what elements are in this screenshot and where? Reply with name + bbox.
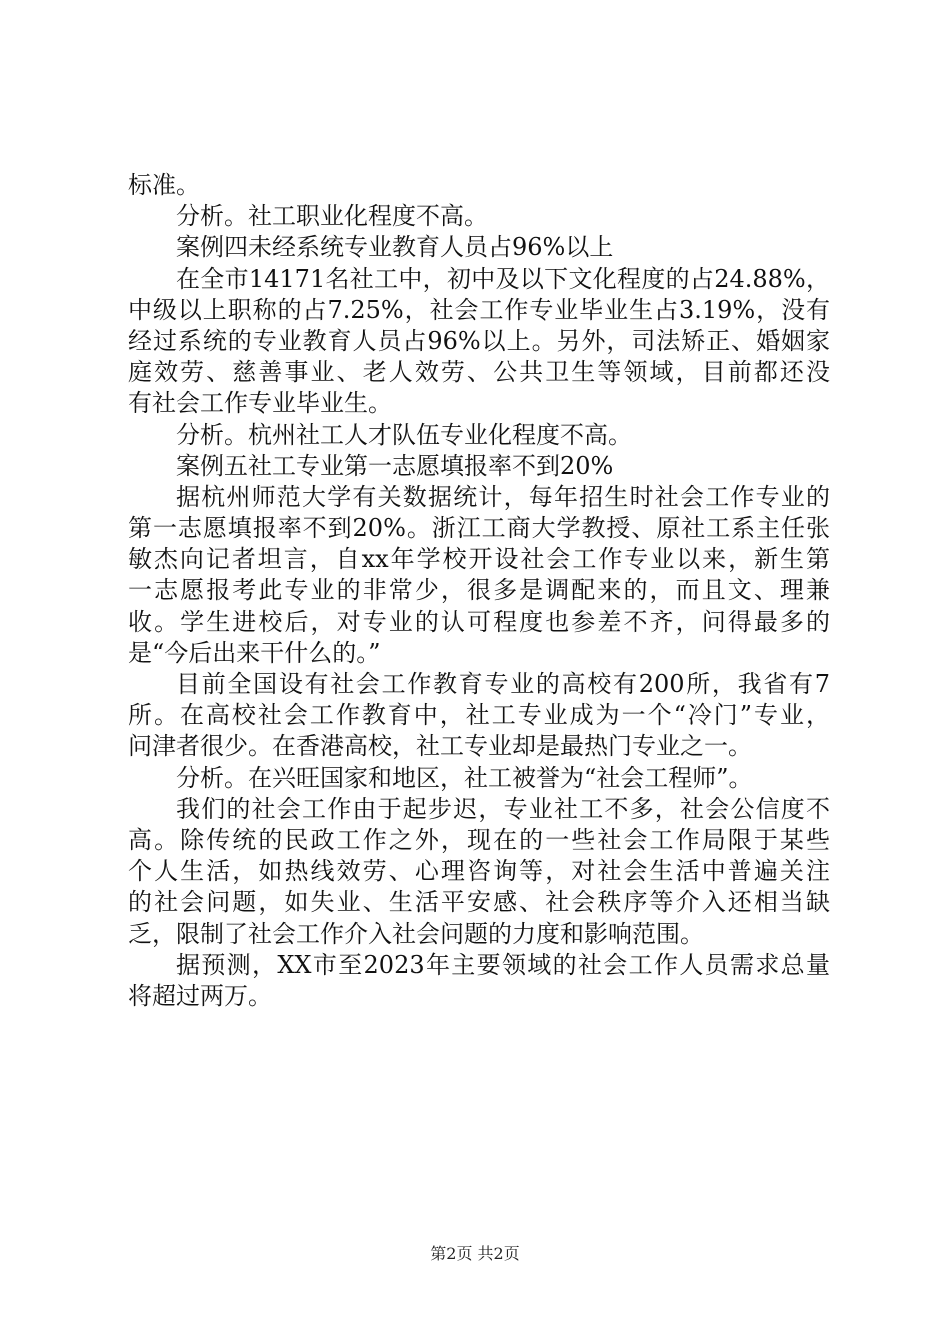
text-line: 一志愿报考此专业的非常少，很多是调配来的，而且文、理兼 [128,576,830,605]
text-line: 庭效劳、慈善事业、老人效劳、公共卫生等领域，目前都还没 [128,358,830,387]
text-line: 我们的社会工作由于起步迟，专业社工不多，社会公信度不 [176,794,830,823]
text-line: 敏杰向记者坦言，自xx年学校开设社会工作专业以来，新生第 [128,545,830,574]
text-line: 高。除传统的民政工作之外，现在的一些社会工作局限于某些 [128,825,830,854]
text-line: 有社会工作专业毕业生。 [128,389,392,418]
text-line: 案例四未经系统专业教育人员占96%以上 [176,233,614,262]
text-line: 问津者很少。在香港高校，社工专业却是最热门专业之一。 [128,732,752,761]
text-line: 将超过两万。 [128,981,272,1010]
text-line: 是“今后出来干什么的。” [128,638,381,667]
page-number: 第2页 共2页 [430,1244,520,1263]
text-line: 据杭州师范大学有关数据统计，每年招生时社会工作专业的 [176,482,830,511]
text-line: 收。学生进校后，对专业的认可程度也参差不齐，问得最多的 [128,607,830,636]
document-body [128,170,830,1012]
text-line: 分析。在兴旺国家和地区，社工被誉为“社会工程师”。 [176,763,753,792]
text-line: 个人生活，如热线效劳、心理咨询等，对社会生活中普遍关注 [128,857,830,886]
text-line: 分析。社工职业化程度不高。 [176,202,488,231]
text-line: 在全市14171名社工中，初中及以下文化程度的占24.88%， [176,264,830,293]
text-line: 案例五社工专业第一志愿填报率不到20% [176,451,614,480]
text-line: 分析。杭州社工人才队伍专业化程度不高。 [176,420,632,449]
text-line: 标准。 [128,171,200,199]
text-line: 中级以上职称的占7.25%，社会工作专业毕业生占3.19%，没有 [128,295,830,324]
text-line: 乏，限制了社会工作介入社会问题的力度和影响范围。 [128,919,704,948]
text-line: 所。在高校社会工作教育中，社工专业成为一个“冷门”专业， [128,701,830,730]
text-line: 第一志愿填报率不到20%。浙江工商大学教授、原社工系主任张 [128,514,830,543]
text-line: 据预测，XX市至2023年主要领域的社会工作人员需求总量 [176,950,830,979]
text-line: 经过系统的专业教育人员占96%以上。另外，司法矫正、婚姻家 [128,326,830,355]
text-line: 目前全国设有社会工作教育专业的高校有200所，我省有7 [176,670,830,698]
text-line: 的社会问题，如失业、生活平安感、社会秩序等介入还相当缺 [128,888,830,917]
